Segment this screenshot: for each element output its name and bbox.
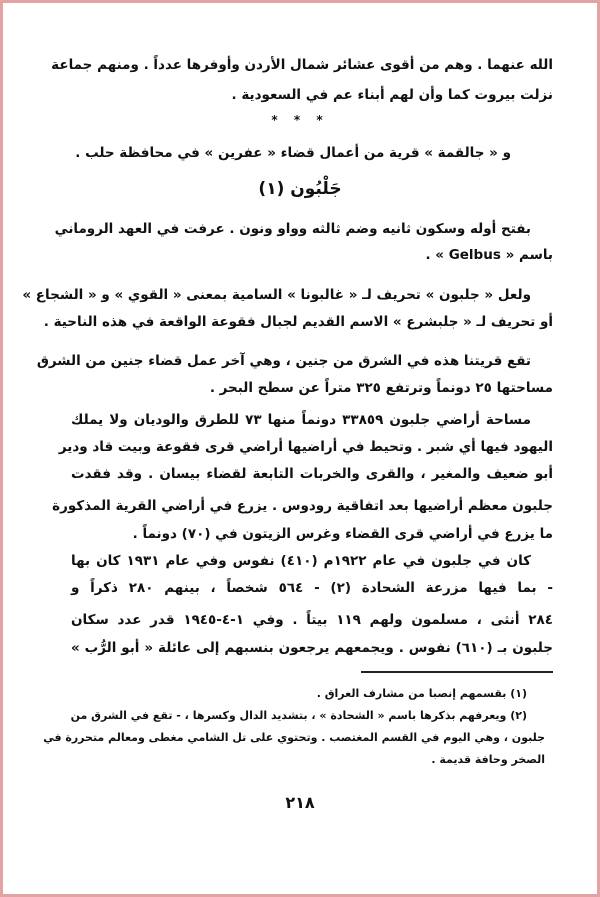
body-line: تقع قريتنا هذه في الشرق من جنين ، وهي آخر عمل قضاء جنين من الشرق (36, 353, 531, 369)
body-line: - بما فيها مزرعة الشحادة (٢) - ٥٦٤ شخصاً ، بينهم ٢٨٠ ذكراً و (71, 580, 553, 596)
body-line: ٢٨٤ أنثى ، مسلمون ولهم ١١٩ بيتاً . وفي ١-٤-١٩٤٥ قدر عدد سكان (71, 612, 553, 628)
body-line: الله عنهما . وهم من أقوى عشائر شمال الأردن وأوفرها عدداً . ومنهم جماعة (51, 57, 553, 73)
footnote-separator (361, 671, 553, 673)
entry-title: جَلْبُون (١) (258, 179, 342, 199)
footnote: جلبون ، وهي اليوم في القسم المغتصب . وتحتوي على تل الشامي مغطى ومعالم متحررة في (43, 731, 545, 744)
footnote: (٢) ويعرفهم بذكرها باسم « الشحادة » ، بتشديد الدال وكسرها ، - تقع في الشرق من (70, 709, 527, 722)
body-line: جلبون بـ (٦١٠) نفوس . ويجمعهم يرجعون بنسبهم إلى عائلة « أبو الرُّب » (71, 640, 553, 656)
body-line: أو تحريف لـ « جلبشرع » الاسم القديم لجبال فقوعة الواقعة في هذه الناحية . (43, 314, 553, 330)
body-line: مساحتها ٢٥ دونماً وترتفع ٣٢٥ متراً عن سطح البحر . (209, 380, 553, 396)
body-line: و « جالقمة » قرية من أعمال قضاء « عفرين » في محافظة حلب . (75, 145, 511, 161)
footnote: الصخر وحافة قديمة . (431, 753, 545, 766)
body-line: بفتح أوله وسكون ثانيه وضم ثالثه وواو ونون . عرفت في العهد الروماني (54, 221, 531, 237)
footnote: (١) بقسمهم إنصبا من مشارف العراق . (316, 687, 527, 700)
body-line: ولعل « جلبون » تحريف لـ « غالبونا » السامية بمعنى « القوي » و « الشجاع » (22, 287, 531, 303)
body-line: أبو ضعيف والمغير ، والقرى والخربات التابعة لقضاء بيسان . وقد فقدت (71, 466, 553, 482)
body-line: جلبون معظم أراضيها بعد اتفاقية رودوس . يزرع في أراضي القرية المذكورة (52, 498, 553, 514)
body-line: مساحة أراضي جلبون ٣٣٨٥٩ دونماً منها ٧٣ للطرق والوديان ولا يملك (71, 412, 531, 428)
body-line: نزلت بيروت كما وأن لهم أبناء عم في السعودية . (231, 87, 553, 103)
body-line: ما يزرع في أراضي قرى القضاء وغرس الزيتون في (٧٠) دونماً . (132, 526, 553, 542)
page-number: ٢١٨ (285, 793, 315, 812)
body-line: اليهود فيها أي شبر . وتحيط في أراضيها أراضي قرى فقوعة وبيت قاد ودير (58, 439, 553, 455)
section-separator-stars: * * * (271, 113, 329, 127)
body-line: باسم « Gelbus » . (425, 247, 553, 263)
body-line: كان في جلبون في عام ١٩٢٢م (٤١٠) نفوس وفي عام ١٩٣١ كان بها (71, 553, 531, 569)
